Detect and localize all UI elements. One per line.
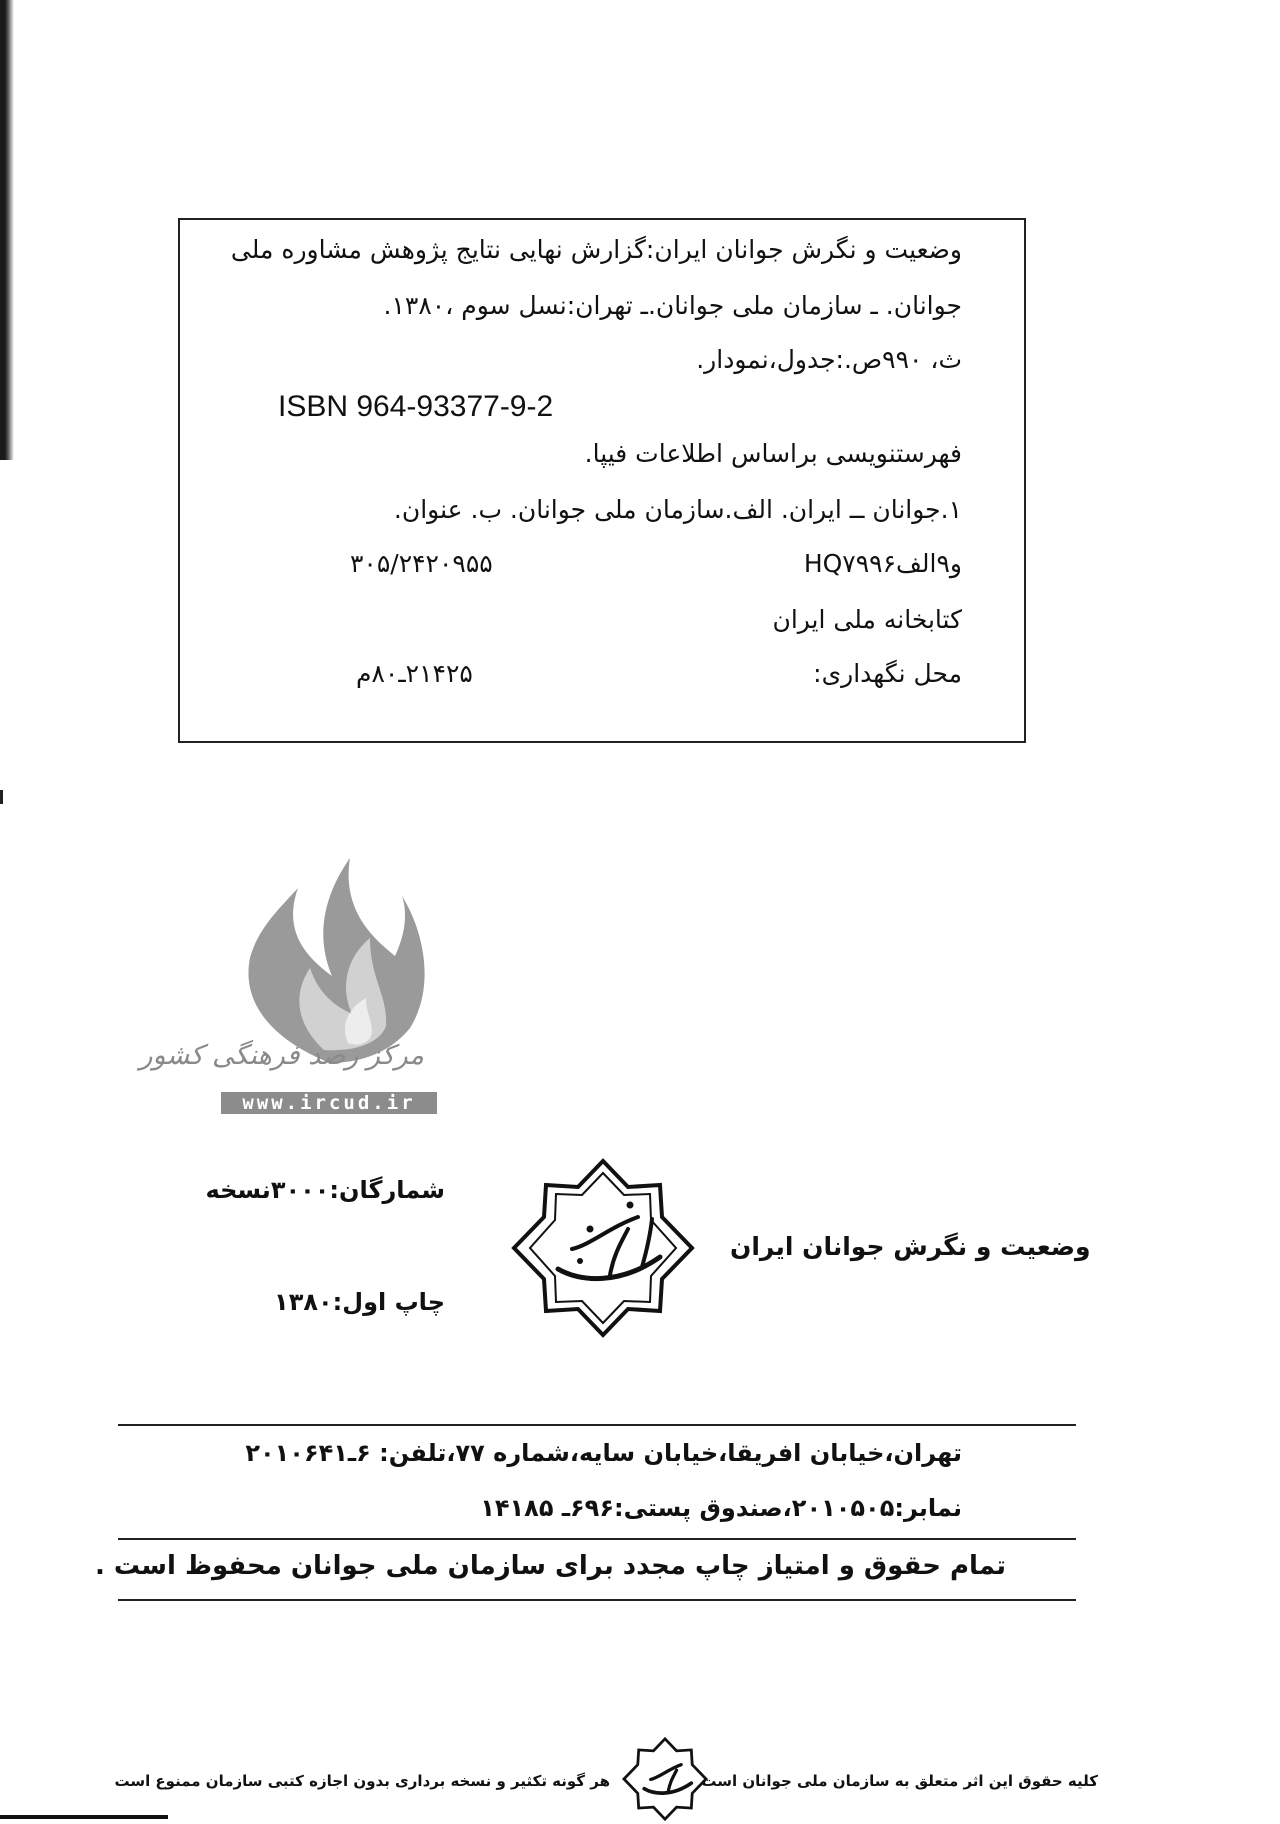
scan-mark: [0, 790, 3, 804]
address-phone: تهران،خیابان افریقا،خیابان سایه،شماره ۷۷،تلفن: ۶ـ۲۰۱۰۶۴۱: [245, 1439, 962, 1467]
flame-watermark-icon: [139, 838, 440, 1116]
rights-statement: تمام حقوق و امتیاز چاپ مجدد برای سازمان ملی جوانان محفوظ است .: [94, 1551, 1006, 1581]
footer-right-text: کلیه حقوق این اثر متعلق به سازمان ملی جوانان است: [701, 1772, 1098, 1790]
divider-middle: [118, 1538, 1076, 1540]
organization-logo-icon: [510, 1157, 696, 1339]
edition: چاپ اول:۱۳۸۰: [274, 1288, 445, 1316]
cip-record-box: [178, 218, 1026, 743]
scan-mark-bottom: [0, 1815, 168, 1819]
cip-lc-classification: HQ۷۹۹و۹الف۶: [803, 549, 962, 578]
watermark-url: www.ircud.ir: [221, 1092, 437, 1114]
cip-dewey-classification: ۳۰۵/۲۴۲۰۹۵۵: [350, 549, 493, 578]
divider-top: [118, 1424, 1076, 1426]
watermark-name: مرکز رصد فرهنگی کشور: [139, 1040, 424, 1071]
cip-subjects: ۱.جوانان ــ ایران. الف.سازمان ملی جوانان. ب. عنوان.: [393, 495, 962, 524]
cip-title-line-2: جوانان. ـ سازمان ملی جوانان.ـ تهران:نسل سوم ،۱۳۸۰.: [383, 291, 962, 320]
organization-logo-small-icon: [622, 1737, 708, 1821]
cip-location-label: محل نگهداری:: [813, 659, 962, 688]
cip-cataloging-note: فهرستنویسی براساس اطلاعات فیپا.: [584, 439, 962, 468]
cip-library: کتابخانه ملی ایران: [772, 605, 962, 634]
divider-bottom: [118, 1599, 1076, 1601]
cip-physical-description: ث، ۹۹۰ص.:جدول،نمودار.: [696, 345, 962, 374]
footer-left-text: هر گونه تکثیر و نسخه برداری بدون اجازه کتبی سازمان ممنوع است: [114, 1772, 610, 1790]
cip-title-line-1: وضعیت و نگرش جوانان ایران:گزارش نهایی نتایج پژوهش مشاوره ملی: [230, 235, 962, 264]
publication-title: وضعیت و نگرش جوانان ایران: [730, 1232, 1091, 1261]
scan-edge-left: [0, 0, 14, 460]
print-run: شمارگان:۳۰۰۰نسخه: [205, 1176, 445, 1204]
cip-isbn: ISBN 964-93377-9-2: [278, 390, 554, 423]
cip-record-number: ۲۱۴۲۵ـ۸۰م: [356, 659, 473, 688]
fax-pobox: نمابر:۲۰۱۰۵۰۵،صندوق پستی:۶۹۶ـ ۱۴۱۸۵: [480, 1494, 962, 1522]
